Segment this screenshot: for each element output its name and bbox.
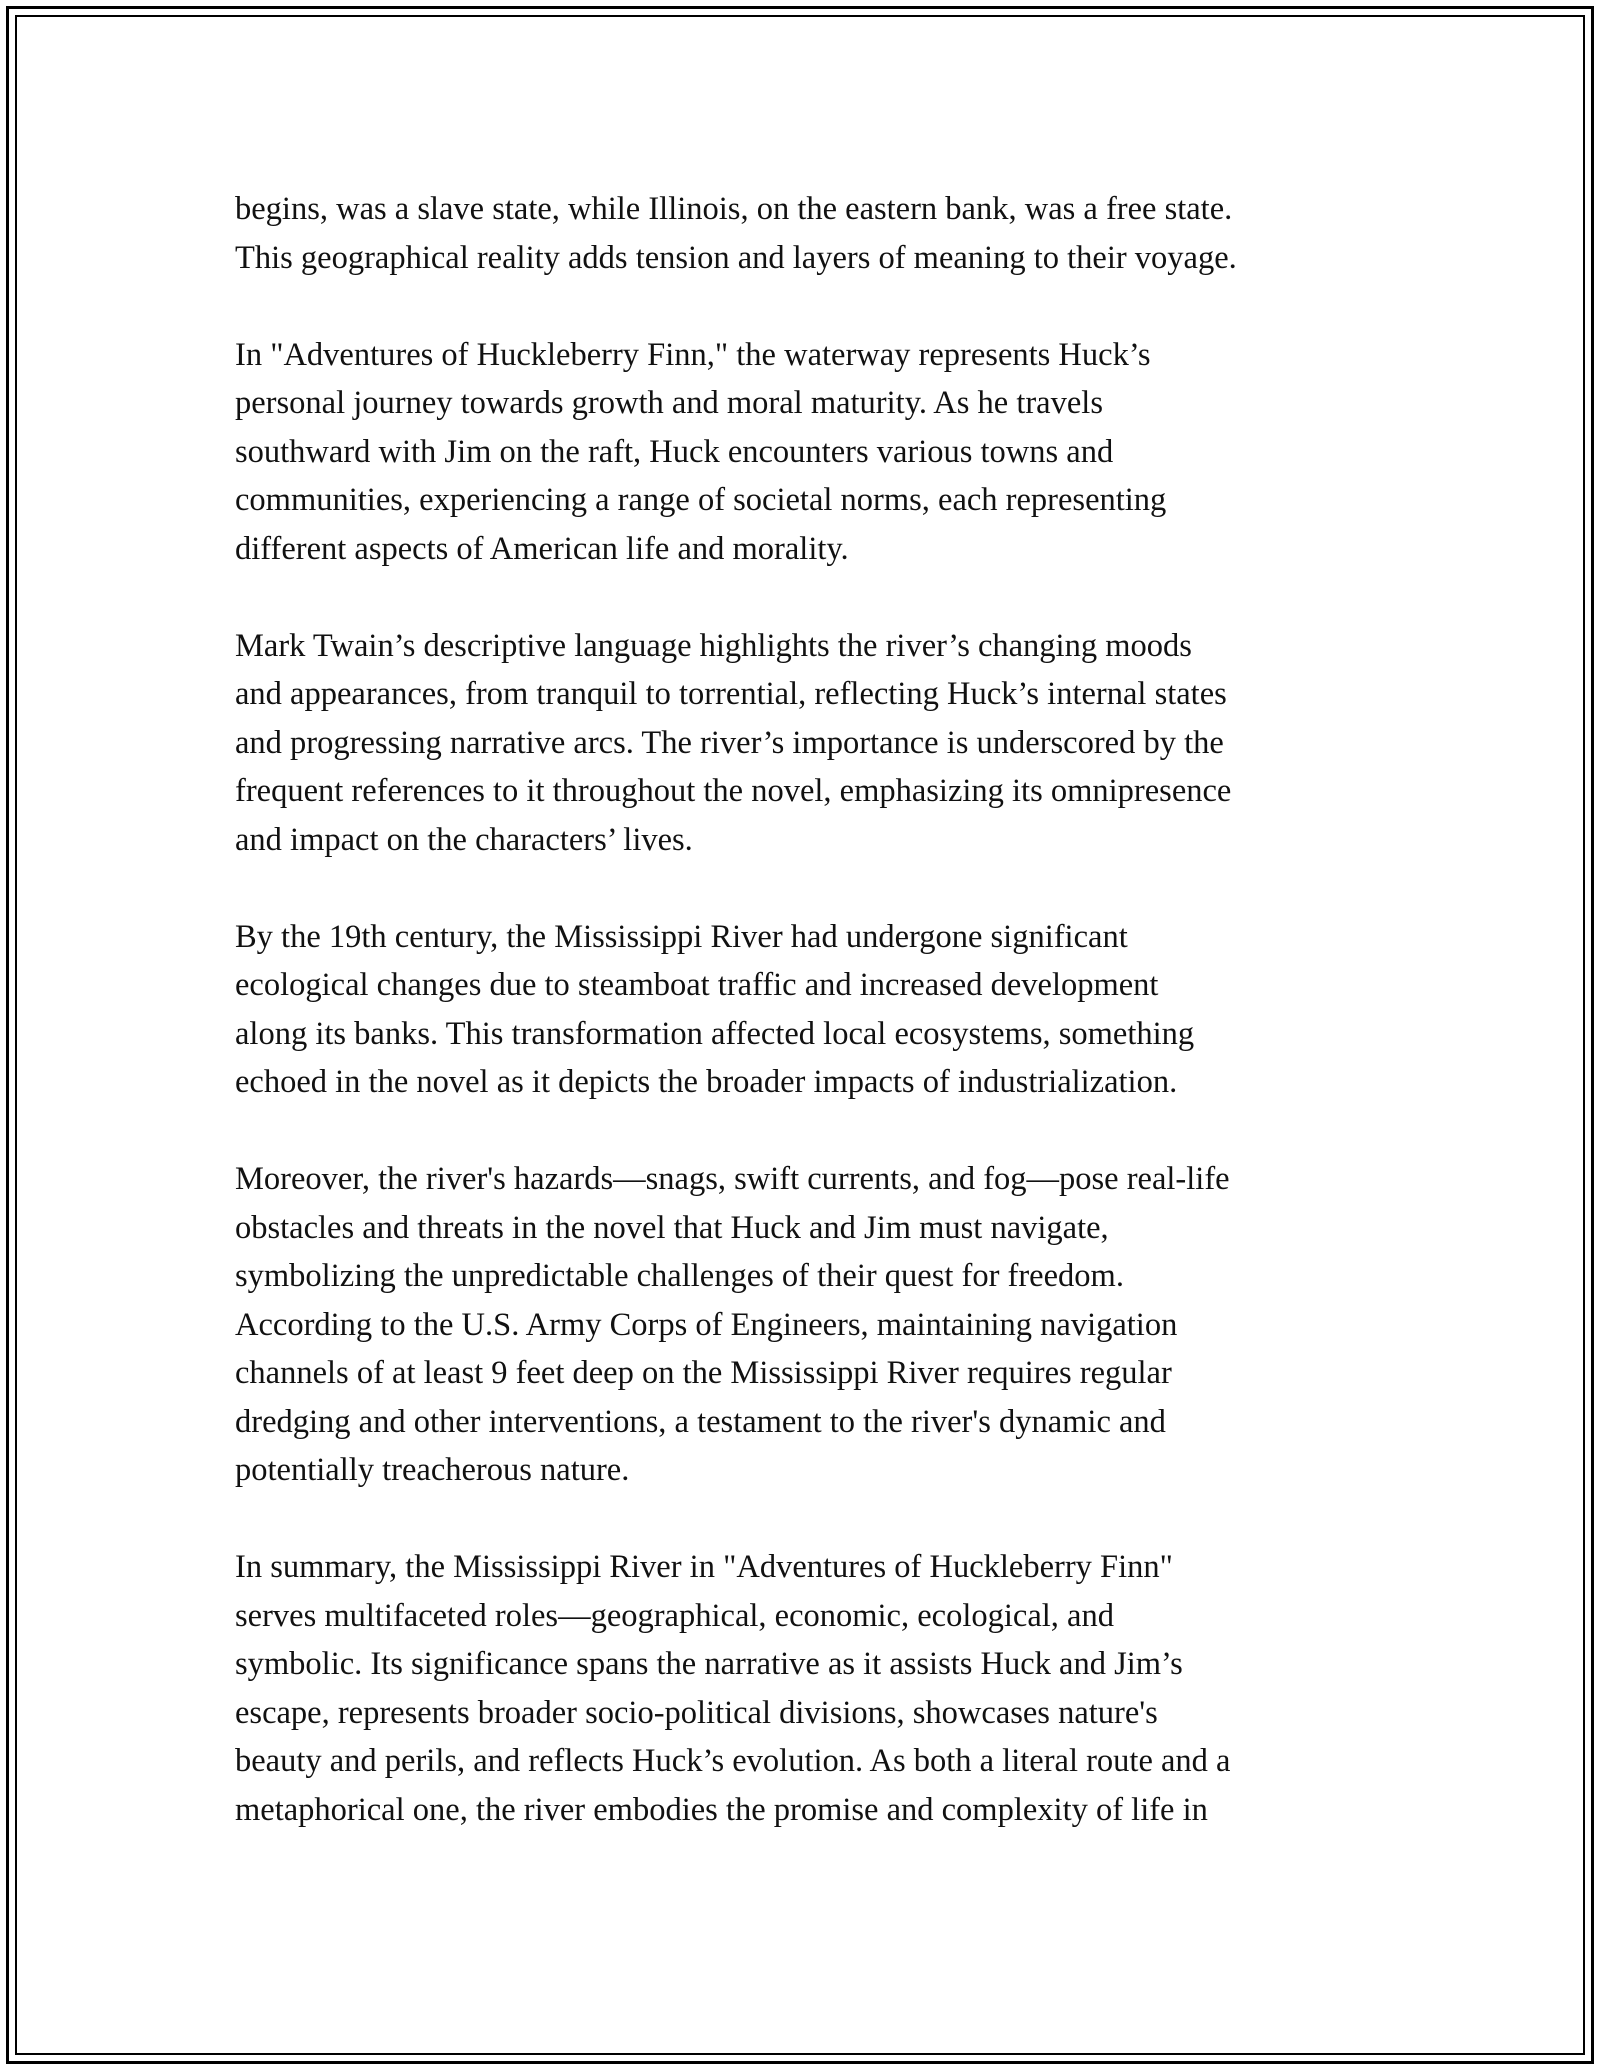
text-line: along its banks. This transformation affected local ecosystems, something [235,1015,1195,1052]
paragraph-5 [235,1155,1405,1495]
text-line: ecological changes due to steamboat traffic and increased development [235,967,1159,1003]
text-line: channels of at least 9 feet deep on the Mississippi River requires regular [235,1355,1172,1391]
text-line: southward with Jim on the raft, Huck encounters various towns and [235,433,1114,470]
text-line: symbolizing the unpredictable challenges of their quest for freedom. [235,1258,1124,1294]
text-line: begins, was a slave state, while Illinois, on the eastern bank, was a free state. [235,191,1233,227]
text-line: escape, represents broader socio-political divisions, showcases nature's [235,1694,1158,1731]
text-line: symbolic. Its significance spans the narrative as it assists Huck and Jim’s [235,1646,1183,1682]
text-line: personal journey towards growth and moral maturity. As he travels [235,385,1103,421]
text-line: and progressing narrative arcs. The river’s importance is underscored by the [235,724,1224,761]
text-line: Moreover, the river's hazards—snags, swift currents, and fog—pose real-life [235,1161,1230,1197]
text-line: In summary, the Mississippi River in "Adventures of Huckleberry Finn" [235,1549,1173,1585]
text-line: and impact on the characters’ lives. [235,821,693,858]
text-line: serves multifaceted roles—geographical, economic, ecological, and [235,1597,1114,1634]
text-line: communities, experiencing a range of societal norms, each representing [235,482,1167,518]
text-line: In "Adventures of Huckleberry Finn," the waterway represents Huck’s [235,336,1151,373]
text-line: dredging and other interventions, a testament to the river's dynamic and [235,1403,1166,1440]
document-body [235,185,1405,1883]
paragraph-2 [235,331,1405,574]
text-line: This geographical reality adds tension and layers of meaning to their voyage. [235,239,1237,276]
text-line: potentially treacherous nature. [235,1452,630,1488]
text-line: beauty and perils, and reflects Huck’s evolution. As both a literal route and a [235,1743,1231,1779]
text-line: Mark Twain’s descriptive language highlights the river’s changing moods [235,627,1192,664]
text-line: metaphorical one, the river embodies the promise and complexity of life in [235,1791,1208,1828]
text-line: echoed in the novel as it depicts the broader impacts of industrialization. [235,1064,1178,1100]
text-line: By the 19th century, the Mississippi River had undergone significant [235,918,1128,955]
paragraph-3 [235,622,1405,865]
text-line: different aspects of American life and morality. [235,530,849,567]
paragraph-4 [235,913,1405,1107]
text-line: and appearances, from tranquil to torrential, reflecting Huck’s internal states [235,676,1227,712]
paragraph-1 [235,185,1405,282]
text-line: frequent references to it throughout the novel, emphasizing its omnipresence [235,773,1232,809]
text-line: According to the U.S. Army Corps of Engineers, maintaining navigation [235,1306,1178,1343]
text-line: obstacles and threats in the novel that Huck and Jim must navigate, [235,1209,1109,1246]
paragraph-6 [235,1543,1405,1834]
